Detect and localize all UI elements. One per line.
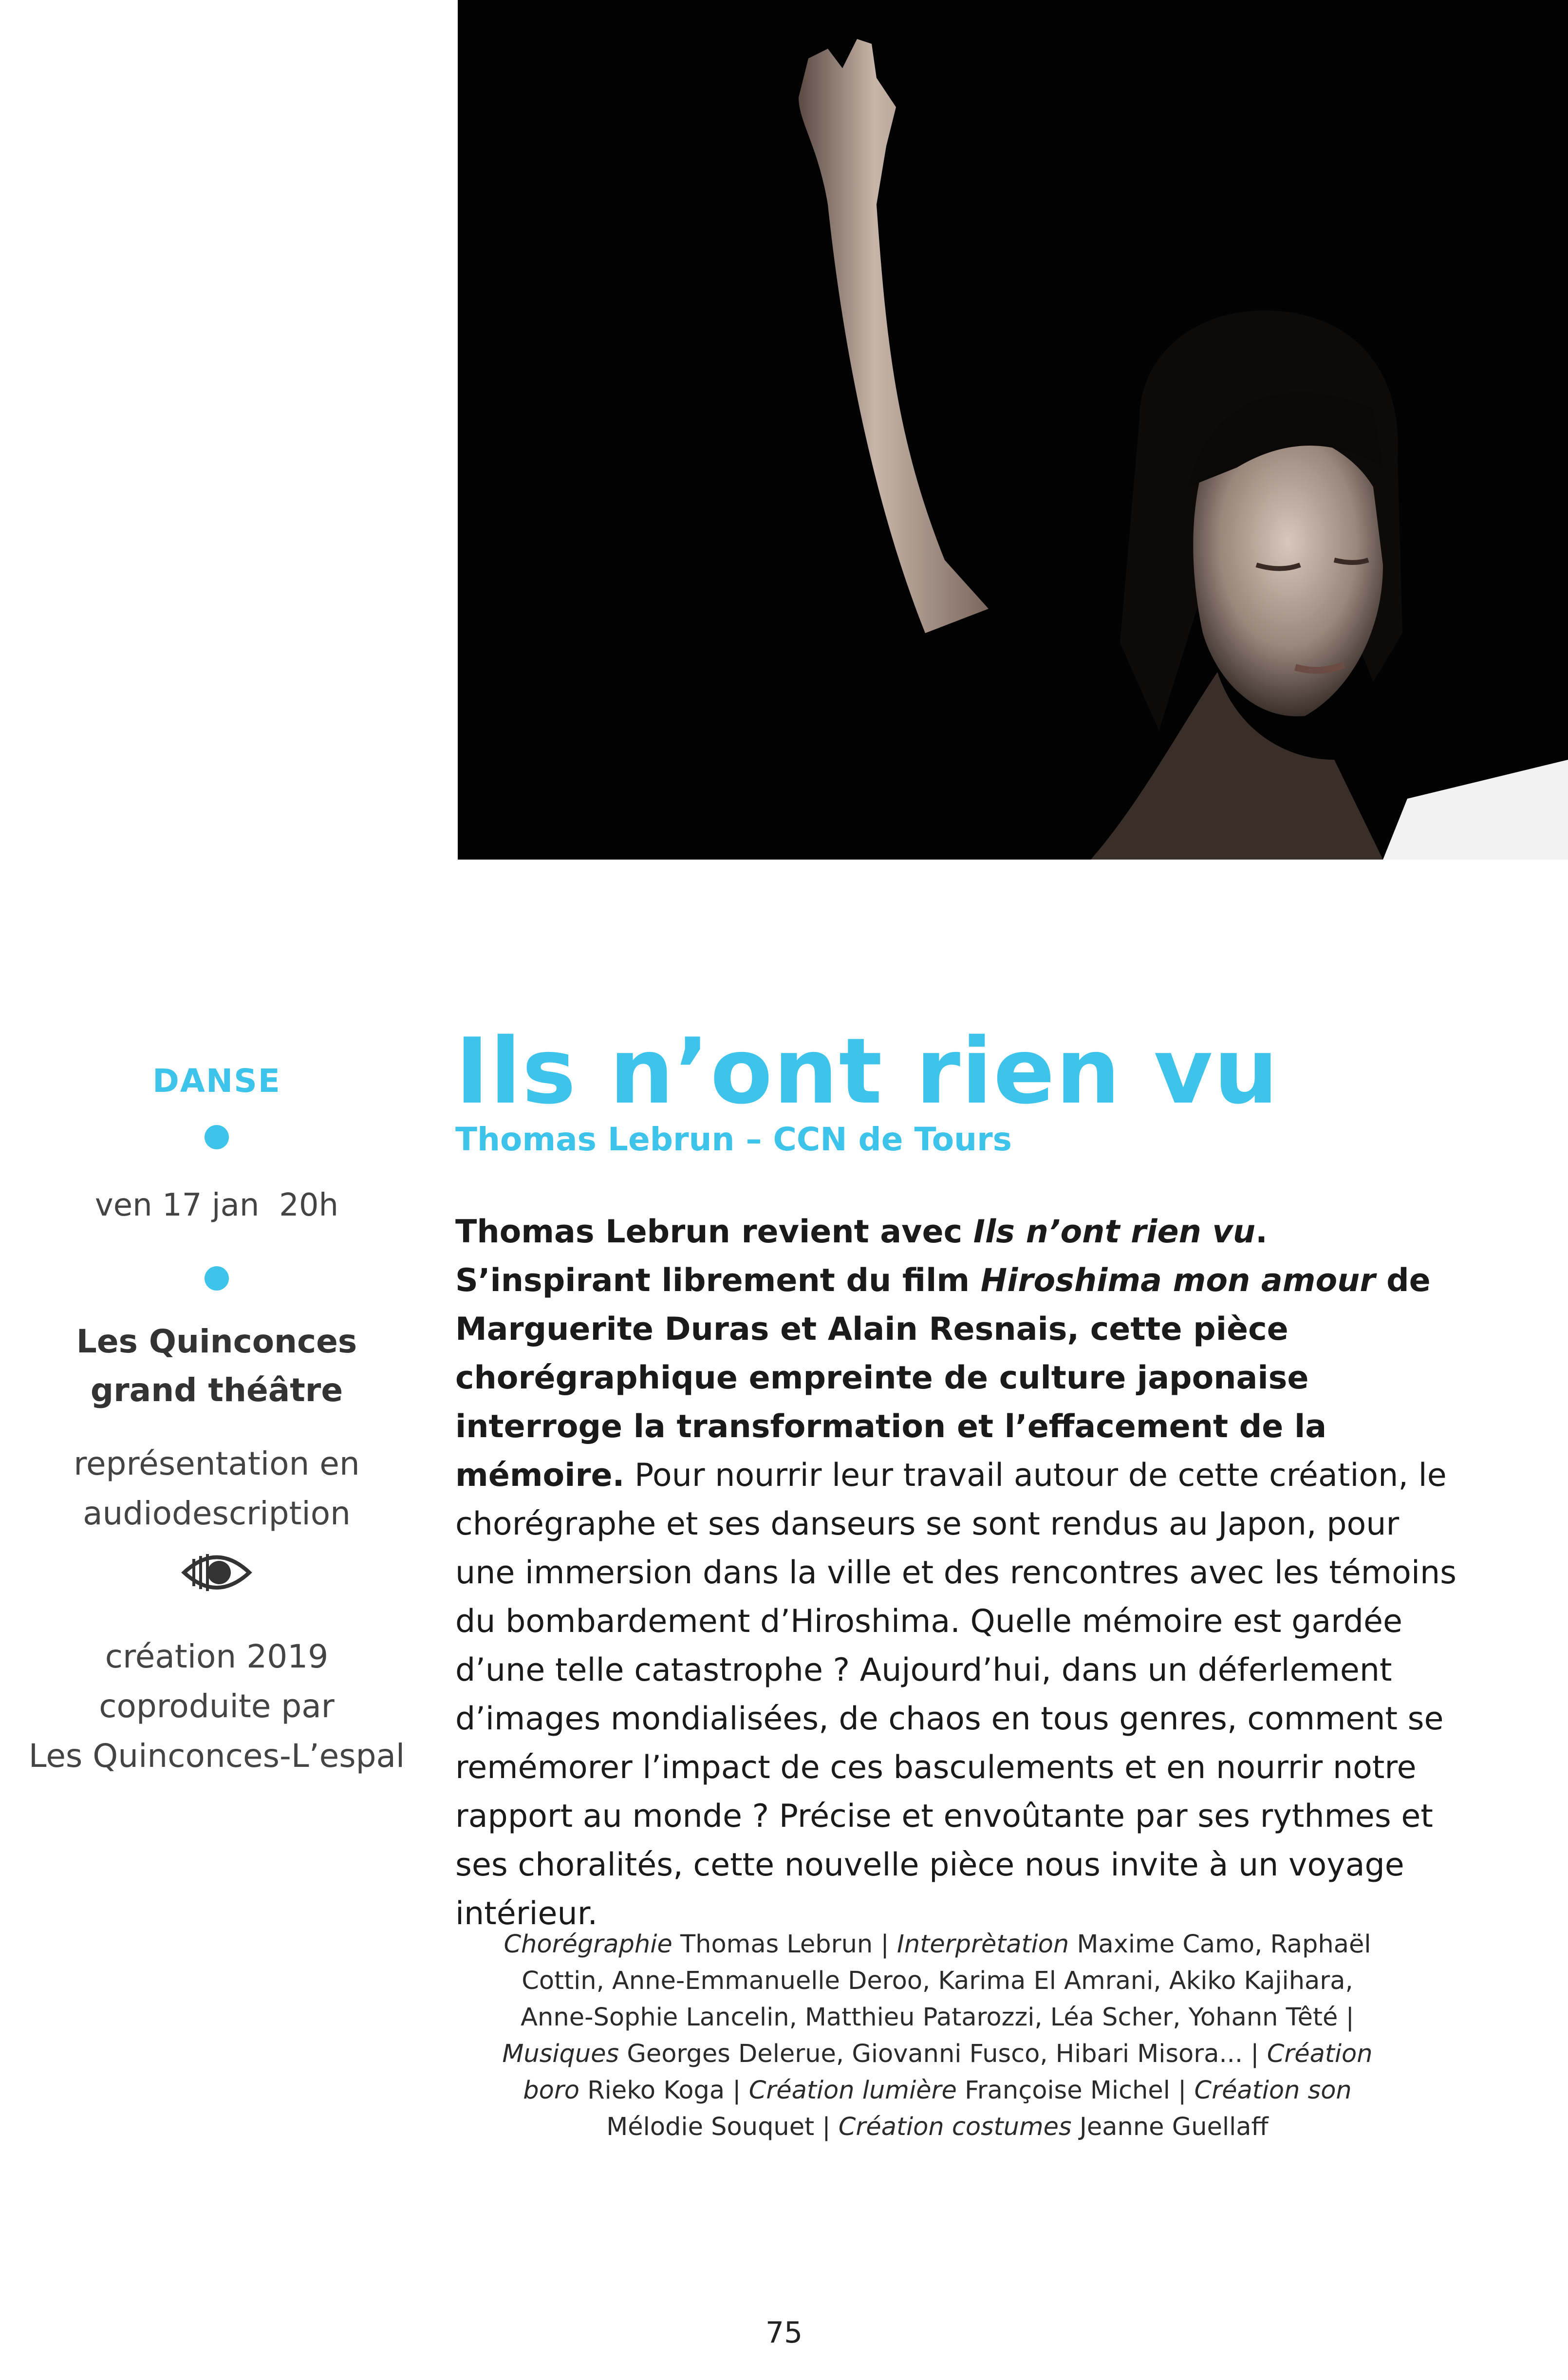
- category-label: DANSE: [152, 1062, 281, 1100]
- audio-line: audiodescription: [83, 1495, 351, 1532]
- creation-line: Les Quinconces-L’espal: [28, 1737, 405, 1775]
- credit-names: Mélodie Souquet |: [606, 2113, 839, 2141]
- body-text: Pour nourrir leur travail autour de cette création, le chorégraphe et ses danseurs se sont rendus au Japon, pour une immersion dans la ville et des rencontres avec les témoins du bombardement d’Hiroshima. Quelle mémoire est gardée d’une telle catastrophe ? Aujourd’hui, dans un déferlement d’images mondialisées, de chaos en tous genres, comment se remémorer l’impact de ces basculements et en nourrir notre rapport au monde ? Précise et envoûtante par ses rythmes et ses choralités, cette nouvelle pièce nous invite à un voyage intérieur.: [455, 1457, 1457, 1932]
- credit-role: Création lumière: [748, 2076, 957, 2105]
- separator-dot: [205, 1266, 229, 1291]
- credit-names: Jeanne Guellaff: [1071, 2113, 1269, 2141]
- credit-names: Maxime Camo, Raphaël Cottin, Anne-Emmanuelle Deroo, Karima El Amrani, Akiko Kajihara, Anne-Sophie Lancelin, Matthieu Patarozzi, Léa Scher, Yohann Têté |: [521, 1930, 1371, 2032]
- audio-line: représentation en: [74, 1445, 360, 1482]
- credit-names: Thomas Lebrun |: [672, 1930, 897, 1959]
- show-title: Ils n’ont rien vu: [455, 1018, 1279, 1124]
- audiodescription-eye-icon: [180, 1544, 253, 1598]
- creation-line: coproduite par: [99, 1687, 335, 1725]
- creation-line: création 2019: [105, 1638, 329, 1675]
- dancer-illustration: [458, 0, 1568, 860]
- show-subtitle: Thomas Lebrun – CCN de Tours: [455, 1121, 1012, 1158]
- article: [455, 1018, 1468, 1938]
- hero-photo: [458, 0, 1568, 860]
- audiodescription-note: [19, 1439, 414, 1598]
- credit-role: Création boro: [523, 2040, 1373, 2105]
- separator-dot: [205, 1125, 229, 1149]
- credit-role: Musiques: [502, 2040, 619, 2068]
- credit-role: Création costumes: [838, 2113, 1072, 2141]
- lead-text: Thomas Lebrun revient avec Ils n’ont rien vu. S’inspirant librement du film Hiroshima mon amour de Marguerite Duras et Alain Resnais, cette pièce chorégraphique empreinte de culture japonaise interroge la transformation et l’effacement de la mémoire.: [455, 1214, 1431, 1494]
- creation-note: [19, 1632, 414, 1781]
- event-info-sidebar: [19, 1062, 414, 1781]
- credit-names: Rieko Koga |: [579, 2076, 749, 2105]
- article-body: [455, 1208, 1468, 1938]
- venue-line: grand théâtre: [90, 1371, 343, 1409]
- venue: [19, 1317, 414, 1415]
- credit-role: Chorégraphie: [504, 1930, 672, 1959]
- event-date: ven 17 jan 20h: [94, 1187, 339, 1223]
- credit-names: Georges Delerue, Giovanni Fusco, Hibari Misora... |: [619, 2040, 1267, 2068]
- film-title: Hiroshima mon amour: [980, 1262, 1376, 1299]
- credit-role: Création son: [1194, 2076, 1352, 2105]
- venue-line: Les Quinconces: [76, 1323, 357, 1360]
- credits: [487, 1926, 1388, 2145]
- show-title-inline: Ils n’ont rien vu: [973, 1214, 1256, 1250]
- credit-role: Interprètation: [896, 1930, 1069, 1959]
- page-number: 75: [765, 2316, 803, 2350]
- credit-names: Françoise Michel |: [956, 2076, 1195, 2105]
